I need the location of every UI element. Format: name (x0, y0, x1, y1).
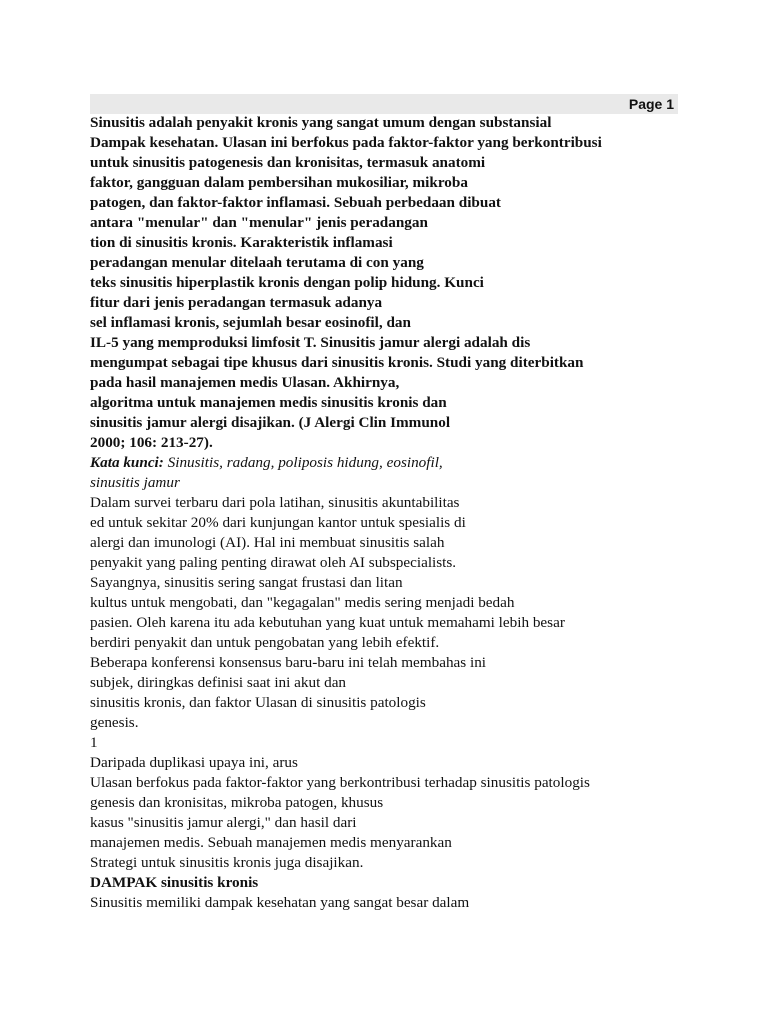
body-line: Sayangnya, sinusitis sering sangat frustasi dan litan (90, 574, 403, 591)
section-impact (90, 873, 690, 913)
abstract-line: fitur dari jenis peradangan termasuk adanya (90, 294, 383, 311)
section-line: Sinusitis memiliki dampak kesehatan yang sangat besar dalam (90, 894, 470, 911)
page-number-label: Page 1 (628, 96, 674, 112)
keywords-text: Sinusitis, radang, poliposis hidung, eosinofil, (163, 454, 443, 471)
abstract (90, 113, 690, 453)
body-line: Dalam survei terbaru dari pola latihan, sinusitis akuntabilitas (90, 494, 460, 511)
body-line: subjek, diringkas definisi saat ini akut dan (90, 674, 347, 691)
body-line: kasus "sinusitis jamur alergi," dan hasil dari (90, 814, 357, 831)
abstract-line: antara "menular" dan "menular" jenis peradangan (90, 214, 428, 231)
body-line: genesis. (90, 714, 139, 731)
abstract-line: tion di sinusitis kronis. Karakteristik inflamasi (90, 234, 393, 251)
abstract-line: patogen, dan faktor-faktor inflamasi. Sebuah perbedaan dibuat (90, 194, 501, 211)
abstract-line: faktor, gangguan dalam pembersihan mukosiliar, mikroba (90, 174, 468, 191)
keywords-label: Kata kunci: (90, 454, 164, 471)
body-line: kultus untuk mengobati, dan "kegagalan" medis sering menjadi bedah (90, 594, 515, 611)
abstract-line: mengumpat sebagai tipe khusus dari sinusitis kronis. Studi yang diterbitkan (90, 354, 584, 371)
body-line: Beberapa konferensi konsensus baru-baru ini telah membahas ini (90, 654, 487, 671)
abstract-line: sel inflamasi kronis, sejumlah besar eosinofil, dan (90, 314, 411, 331)
abstract-line: algoritma untuk manajemen medis sinusitis kronis dan (90, 394, 447, 411)
keywords-line-2: sinusitis jamur (90, 474, 180, 491)
page-header-bar (90, 94, 678, 114)
body-line: Daripada duplikasi upaya ini, arus (90, 754, 298, 771)
abstract-line: 2000; 106: 213-27). (90, 434, 213, 451)
body-text (90, 493, 690, 873)
body-line: sinusitis kronis, dan faktor Ulasan di sinusitis patologis (90, 694, 426, 711)
body-line: ed untuk sekitar 20% dari kunjungan kantor untuk spesialis di (90, 514, 466, 531)
abstract-line: teks sinusitis hiperplastik kronis dengan polip hidung. Kunci (90, 274, 484, 291)
section-heading: DAMPAK sinusitis kronis (90, 874, 259, 891)
abstract-line: Sinusitis adalah penyakit kronis yang sangat umum dengan substansial (90, 114, 552, 131)
body-line: manajemen medis. Sebuah manajemen medis menyarankan (90, 834, 452, 851)
body-line: Strategi untuk sinusitis kronis juga disajikan. (90, 854, 364, 871)
document-body (90, 113, 690, 913)
abstract-line: IL-5 yang memproduksi limfosit T. Sinusitis jamur alergi adalah dis (90, 334, 531, 351)
body-line: penyakit yang paling penting dirawat oleh AI subspecialists. (90, 554, 457, 571)
body-line: genesis dan kronisitas, mikroba patogen, khusus (90, 794, 384, 811)
footnote-number: 1 (90, 734, 98, 751)
abstract-line: peradangan menular ditelaah terutama di con yang (90, 254, 424, 271)
keywords-line-1 (90, 453, 690, 473)
abstract-line: pada hasil manajemen medis Ulasan. Akhirnya, (90, 374, 400, 391)
abstract-line: sinusitis jamur alergi disajikan. (J Alergi Clin Immunol (90, 414, 451, 431)
abstract-line: untuk sinusitis patogenesis dan kronisitas, termasuk anatomi (90, 154, 486, 171)
body-line: alergi dan imunologi (AI). Hal ini membuat sinusitis salah (90, 534, 445, 551)
abstract-line: Dampak kesehatan. Ulasan ini berfokus pada faktor-faktor yang berkontribusi (90, 134, 602, 151)
body-line: berdiri penyakit dan untuk pengobatan yang lebih efektif. (90, 634, 440, 651)
body-line: Ulasan berfokus pada faktor-faktor yang berkontribusi terhadap sinusitis patologis (90, 774, 590, 791)
keywords (90, 453, 690, 493)
body-line: pasien. Oleh karena itu ada kebutuhan yang kuat untuk memahami lebih besar (90, 614, 565, 631)
